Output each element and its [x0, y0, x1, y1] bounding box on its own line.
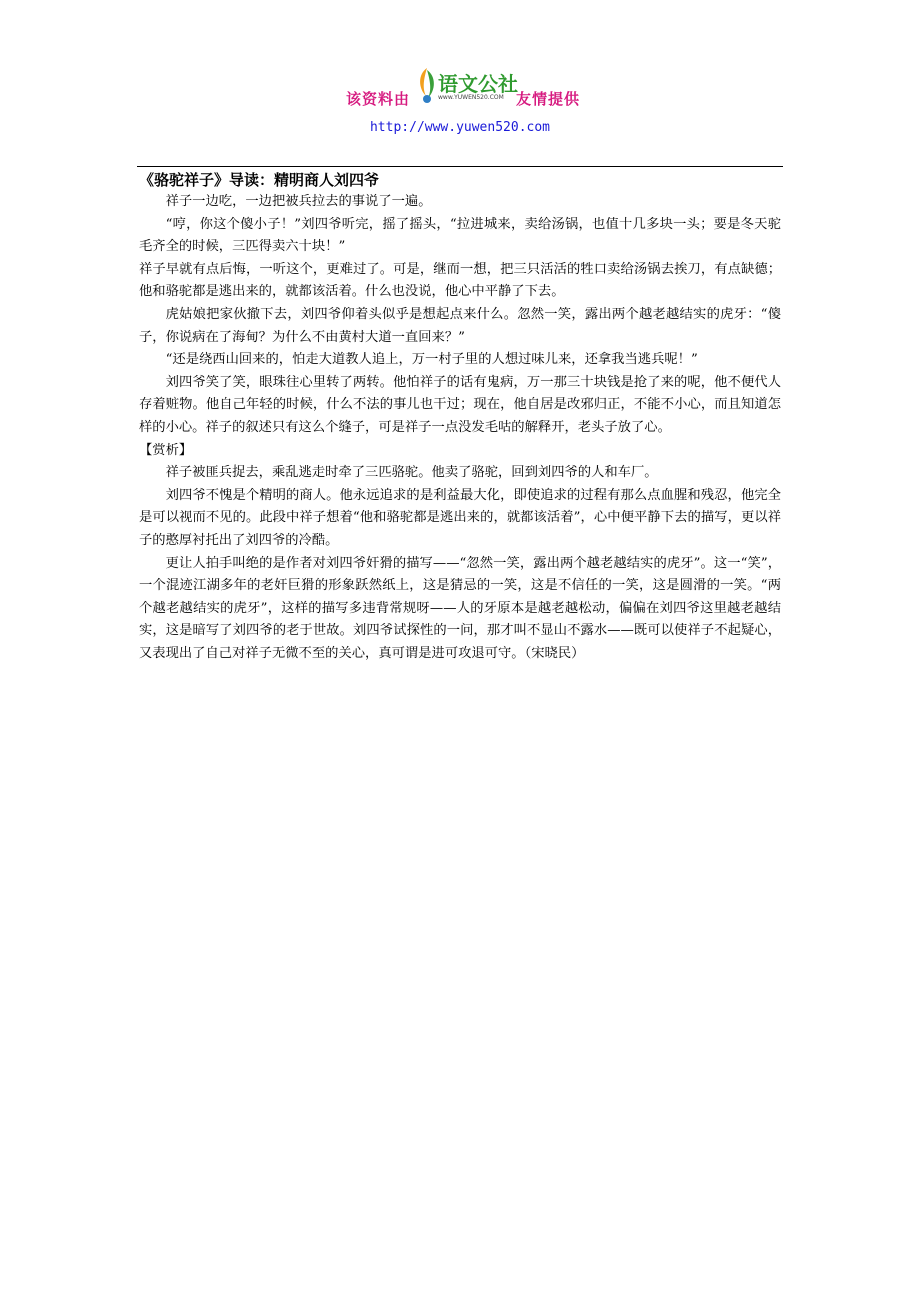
- paragraphs-paragraph: 祥子早就有点后悔，一听这个，更难过了。可是，继而一想，把三只活活的牲口卖给汤锅去挨刀，有点缺德；他和骆驼都是逃出来的，就都该活着。什么也没说，他心中平静了下去。: [139, 261, 781, 300]
- analysis-paragraph: 祥子被匪兵捉去，乘乱逃走时牵了三匹骆驼。他卖了骆驼，回到刘四爷的人和车厂。: [165, 465, 658, 481]
- analysis-paragraphs: [139, 462, 781, 665]
- article-body: [139, 169, 781, 665]
- article-paragraphs: [139, 191, 781, 440]
- site-logo: [416, 64, 518, 112]
- paragraphs-paragraph: 祥子一边吃，一边把被兵拉去的事说了一遍。: [165, 194, 432, 209]
- analysis-paragraph: 更让人拍手叫绝的是作者对刘四爷奸猾的描写——“忽然一笑，露出两个越老越结实的虎牙”。这一“笑”，一个混迹江湖多年的老奸巨猾的形象跃然纸上，这是猜忌的一笑，这是不信任的一笑，这是圆滑的一笑。“两个越老越结实的虎牙”，这样的描写多违背常规呀——人的牙原本是越老越松动，偏偏在刘四爷这里越老越结实，这是暗写了刘四爷的老于世故。刘四爷试探性的一问，那才叫不显山不露水——既可以使祥子不起疑心，又表现出了自己对祥子无微不至的关心，真可谓是进可攻退可守。（宋晓民）: [139, 555, 781, 661]
- header-divider: [137, 166, 783, 167]
- paragraphs-paragraph: “还是绕西山回来的，怕走大道教人追上，万一村子里的人想过味儿来，还拿我当逃兵呢！”: [165, 352, 698, 368]
- header-right-text: 友情提供: [516, 90, 581, 108]
- analysis-paragraph: 刘四爷不愧是个精明的商人。他永远追求的是利益最大化，即使追求的过程有那么点血腥和残忍，他完全是可以视而不见的。此段中祥子想着“他和骆驼都是逃出来的，就都该活着”，心中便平静下去的描写，更以祥子的憨厚衬托出了刘四爷的冷酷。: [139, 487, 781, 548]
- article-title: 《骆驼祥子》导读：精明商人刘四爷: [139, 171, 380, 189]
- site-url-link[interactable]: http://www.yuwen520.com: [369, 120, 550, 135]
- paragraphs-paragraph: “哼，你这个傻小子！”刘四爷听完，摇了摇头，“拉进城来，卖给汤锅，也值十几多块一头；要是冬天驼毛齐全的时候，三匹得卖六十块！”: [139, 216, 781, 255]
- paragraphs-paragraph: 虎姑娘把家伙撤下去，刘四爷仰着头似乎是想起点来什么。忽然一笑，露出两个越老越结实的虎牙：“傻子，你说病在了海甸？为什么不由黄村大道一直回来？”: [139, 306, 781, 345]
- leaf-logo-icon: [416, 66, 438, 106]
- paragraphs-paragraph: 刘四爷笑了笑，眼珠往心里转了两转。他怕祥子的话有鬼病，万一那三十块钱是抢了来的呢，他不便代人存着赃物。他自己年轻的时候，什么不法的事儿也干过；现在，他自居是改邪归正，不能不小心，而且知道怎样的小心。祥子的叙述只有这么个缝子，可是祥子一点没发毛咕的解释开，老头子放了心。: [139, 374, 781, 435]
- logo-subtitle: www.YUWEN520.COM: [438, 94, 504, 101]
- analysis-label: 【赏析】: [139, 442, 193, 458]
- header-left-text: 该资料由: [346, 90, 411, 108]
- logo-wordmark: 语文公社: [438, 72, 518, 96]
- page-header: [0, 62, 920, 112]
